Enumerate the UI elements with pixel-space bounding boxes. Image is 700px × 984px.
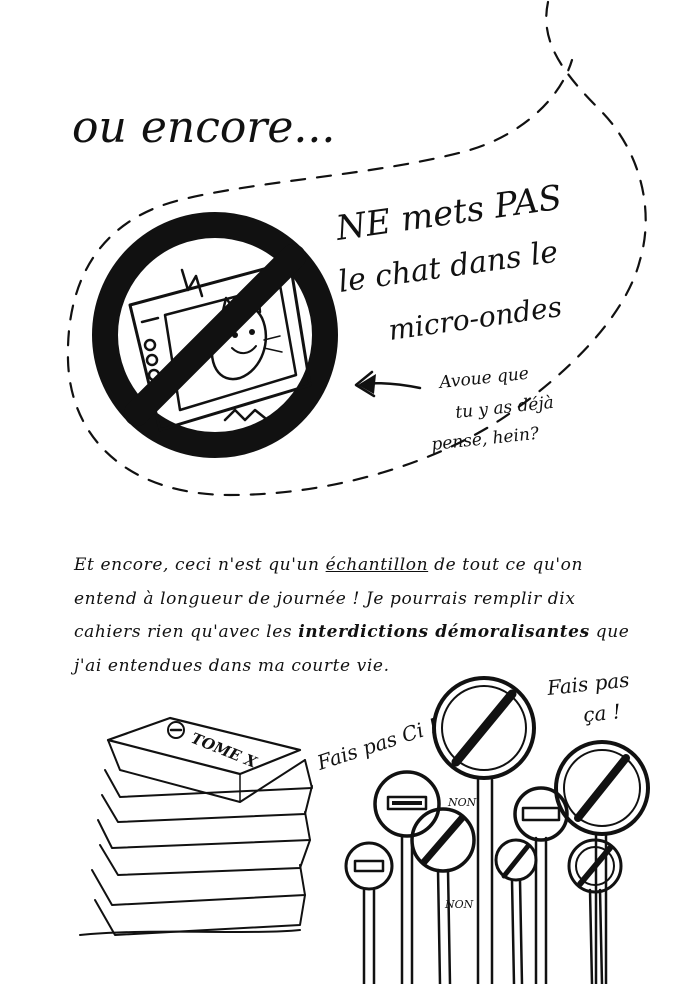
bar-sign-small-left <box>346 843 392 889</box>
narration-part-3: que j'ai entendues dans ma courte vie. <box>74 622 630 676</box>
speech-fais-pas-ca-1: Fais pas <box>546 667 631 700</box>
slash-sign-small-right <box>569 840 621 892</box>
narration-bold-phrase: interdictions démoralisantes <box>298 622 590 642</box>
notebook-stack <box>80 718 312 935</box>
narration-part-1: Et encore, ceci n'est qu'un <box>74 555 326 575</box>
speech-fais-pas-ci: Fais pas Ci ! <box>314 713 441 775</box>
narration-part-2: de tout ce qu'on entend à longueur de journée ! Je pourrais remplir dix cahiers rien qu'avec les <box>74 555 584 642</box>
bar-sign-left <box>375 772 439 836</box>
arrow-pointer <box>356 372 420 396</box>
aside-line-1: Avoue que <box>438 363 530 393</box>
aside-line-2: tu y as déjà <box>454 392 555 423</box>
non-label-2: NON <box>445 898 474 911</box>
slash-sign-mid <box>412 809 474 871</box>
notebook-label: TOME X <box>188 729 260 772</box>
prohibition-slash <box>137 257 293 413</box>
warning-line-2: le chat dans le <box>336 234 561 300</box>
narration-underlined-word: échantillon <box>325 555 429 575</box>
no-entry-sign-right <box>556 742 648 834</box>
heading-text: ou encore... <box>72 102 336 153</box>
aside-line-3: pensé, hein? <box>430 423 540 455</box>
bar-sign-right <box>515 788 567 840</box>
warning-line-1: NE mets PAS <box>333 177 565 249</box>
narration-paragraph <box>74 549 644 683</box>
no-cat-in-microwave-sign <box>105 225 325 445</box>
warning-line-3: micro-ondes <box>386 289 564 347</box>
slash-sign-small <box>496 840 536 880</box>
speech-fais-pas-ca-2: ça ! <box>582 699 622 727</box>
no-entry-sign-large <box>434 678 534 778</box>
non-label-1: NON <box>448 796 477 809</box>
